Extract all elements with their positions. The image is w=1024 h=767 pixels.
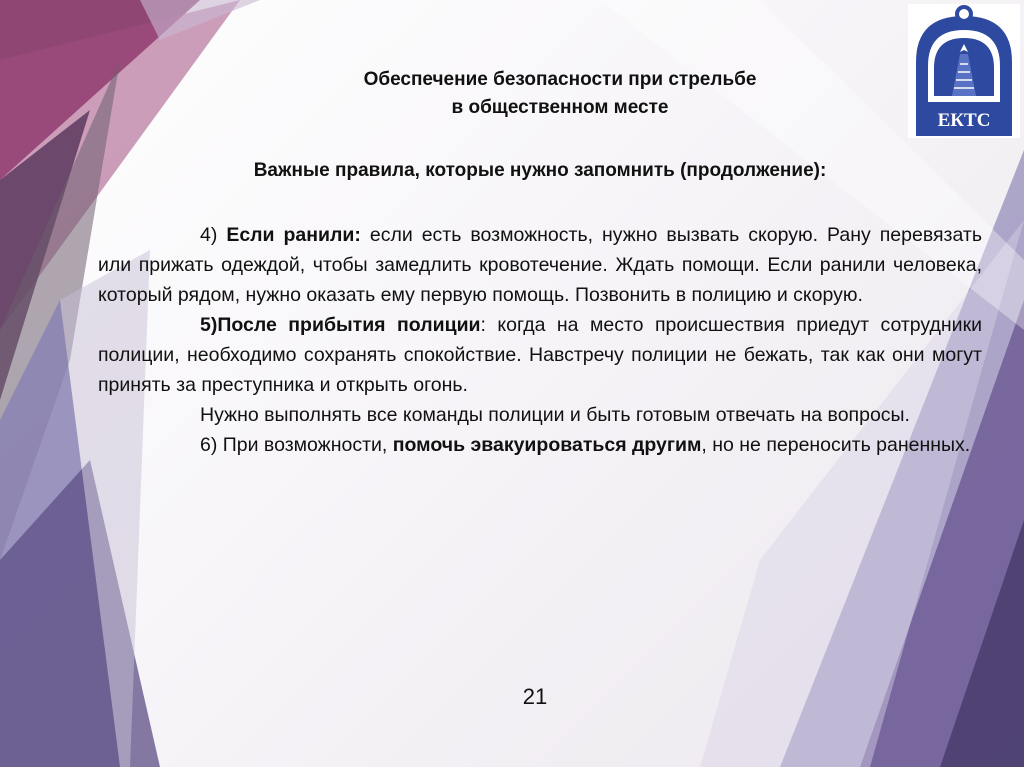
- paragraph-4-bold: помочь эвакуироваться другим: [392, 434, 702, 456]
- paragraph-1-lead: 4): [200, 224, 227, 246]
- title-line-2: в общественном месте: [451, 97, 669, 118]
- title-line-1: Обеспечение безопасности при стрельбе: [363, 69, 757, 90]
- paragraph-2-text: : когда на место происшествия приедут сотрудники полиции, необходимо сохранять спокойствие. Навстречу полиции не бежать, так как они могут принять за преступника и открыть огонь.: [98, 314, 982, 396]
- page-number: 21: [522, 684, 548, 709]
- paragraph-4: [98, 430, 982, 460]
- logo-text: ЕКТС: [937, 110, 991, 131]
- paragraph-3: [98, 400, 982, 430]
- body-text: [98, 220, 982, 460]
- paragraph-1-bold: Если ранили:: [226, 224, 361, 246]
- paragraph-4-lead: 6) При возможности,: [200, 434, 393, 456]
- college-logo: [908, 4, 1020, 138]
- slide-subtitle: Важные правила, которые нужно запомнить (продолжение):: [253, 160, 827, 181]
- paragraph-3-text: Нужно выполнять все команды полиции и быть готовым отвечать на вопросы.: [200, 404, 910, 426]
- paragraph-1: [98, 220, 982, 310]
- paragraph-2-bold: 5)После прибытия полиции: [200, 314, 481, 336]
- slide-title: [200, 66, 920, 122]
- paragraph-4-text: , но не переносить раненных.: [701, 434, 971, 456]
- paragraph-2: [98, 310, 982, 400]
- college-emblem-icon: [908, 4, 1020, 138]
- paragraph-1-text: если есть возможность, нужно вызвать скорую. Рану перевязать или прижать одеждой, чтобы замедлить кровотечение. Ждать помощи. Если ранили человека, который рядом, нужно оказать ему первую помощь. Позвонить в полицию и скорую.: [98, 224, 982, 306]
